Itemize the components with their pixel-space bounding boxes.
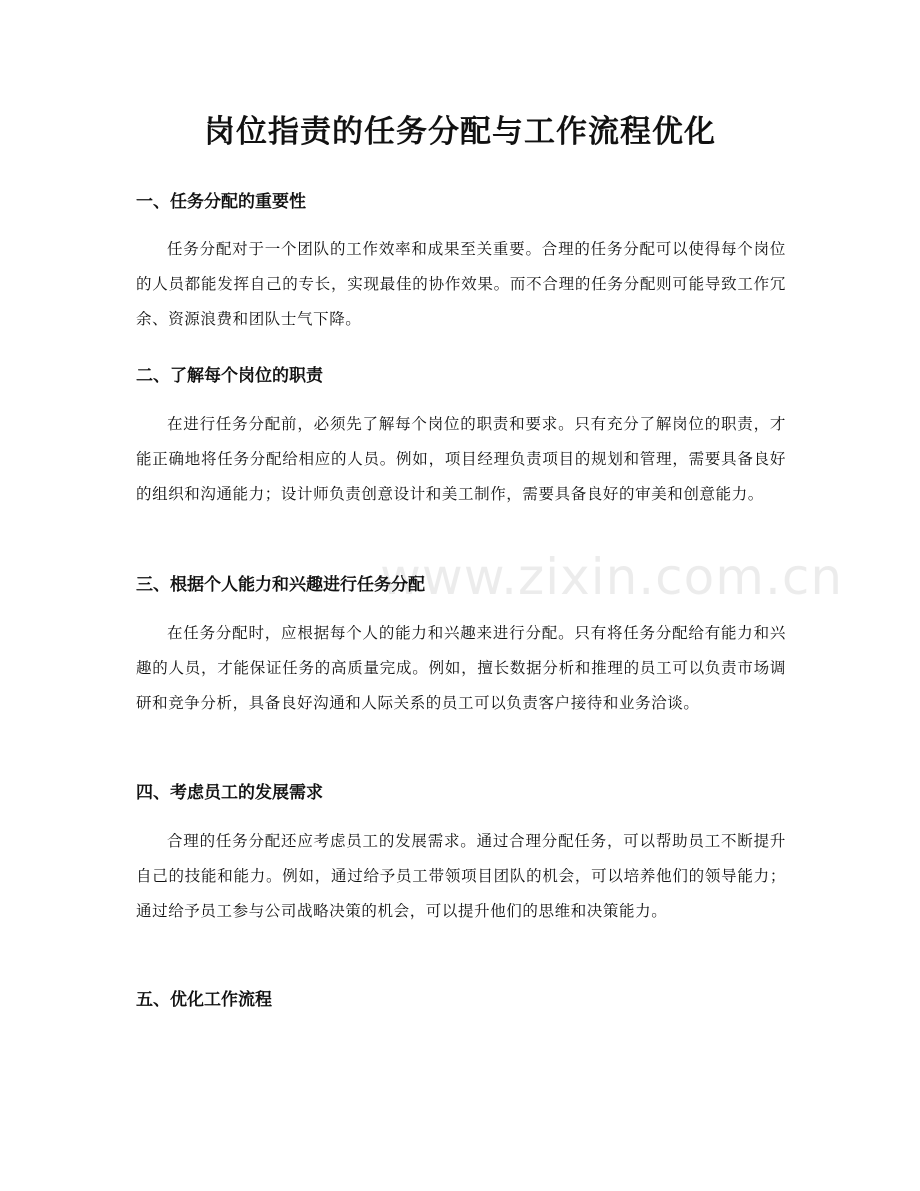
page-title: 岗位指责的任务分配与工作流程优化 [204,114,716,150]
section-paragraph-1: 任务分配对于一个团队的工作效率和成果至关重要。合理的任务分配可以使得每个岗位的人员都能发挥自己的专长，实现最佳的协作效果。而不合理的任务分配则可能导致工作冗余、资源浪费和团队士气下降。 [136,240,786,328]
section-heading-2: 二、了解每个岗位的职责 [136,366,323,386]
section-paragraph-2: 在进行任务分配前，必须先了解每个岗位的职责和要求。只有充分了解岗位的职责，才能正确地将任务分配给相应的人员。例如，项目经理负责项目的规划和管理，需要具备良好的组织和沟通能力；设计师负责创意设计和美工制作，需要具备良好的审美和创意能力。 [136,415,786,503]
section-heading-4: 四、考虑员工的发展需求 [136,783,323,803]
section-paragraph-3: 在任务分配时，应根据每个人的能力和兴趣来进行分配。只有将任务分配给有能力和兴趣的人员，才能保证任务的高质量完成。例如，擅长数据分析和推理的员工可以负责市场调研和竞争分析，具备良好沟通和人际关系的员工可以负责客户接待和业务洽谈。 [136,624,786,712]
section-heading-1: 一、任务分配的重要性 [136,192,306,212]
section-heading-5: 五、优化工作流程 [136,990,272,1010]
section-paragraph-4: 合理的任务分配还应考虑员工的发展需求。通过合理分配任务，可以帮助员工不断提升自己的技能和能力。例如，通过给予员工带领项目团队的机会，可以培养他们的领导能力；通过给予员工参与公司战略决策的机会，可以提升他们的思维和决策能力。 [136,832,786,920]
section-heading-3: 三、根据个人能力和兴趣进行任务分配 [136,575,425,595]
watermark: www.zixin.com.cn [380,548,844,606]
